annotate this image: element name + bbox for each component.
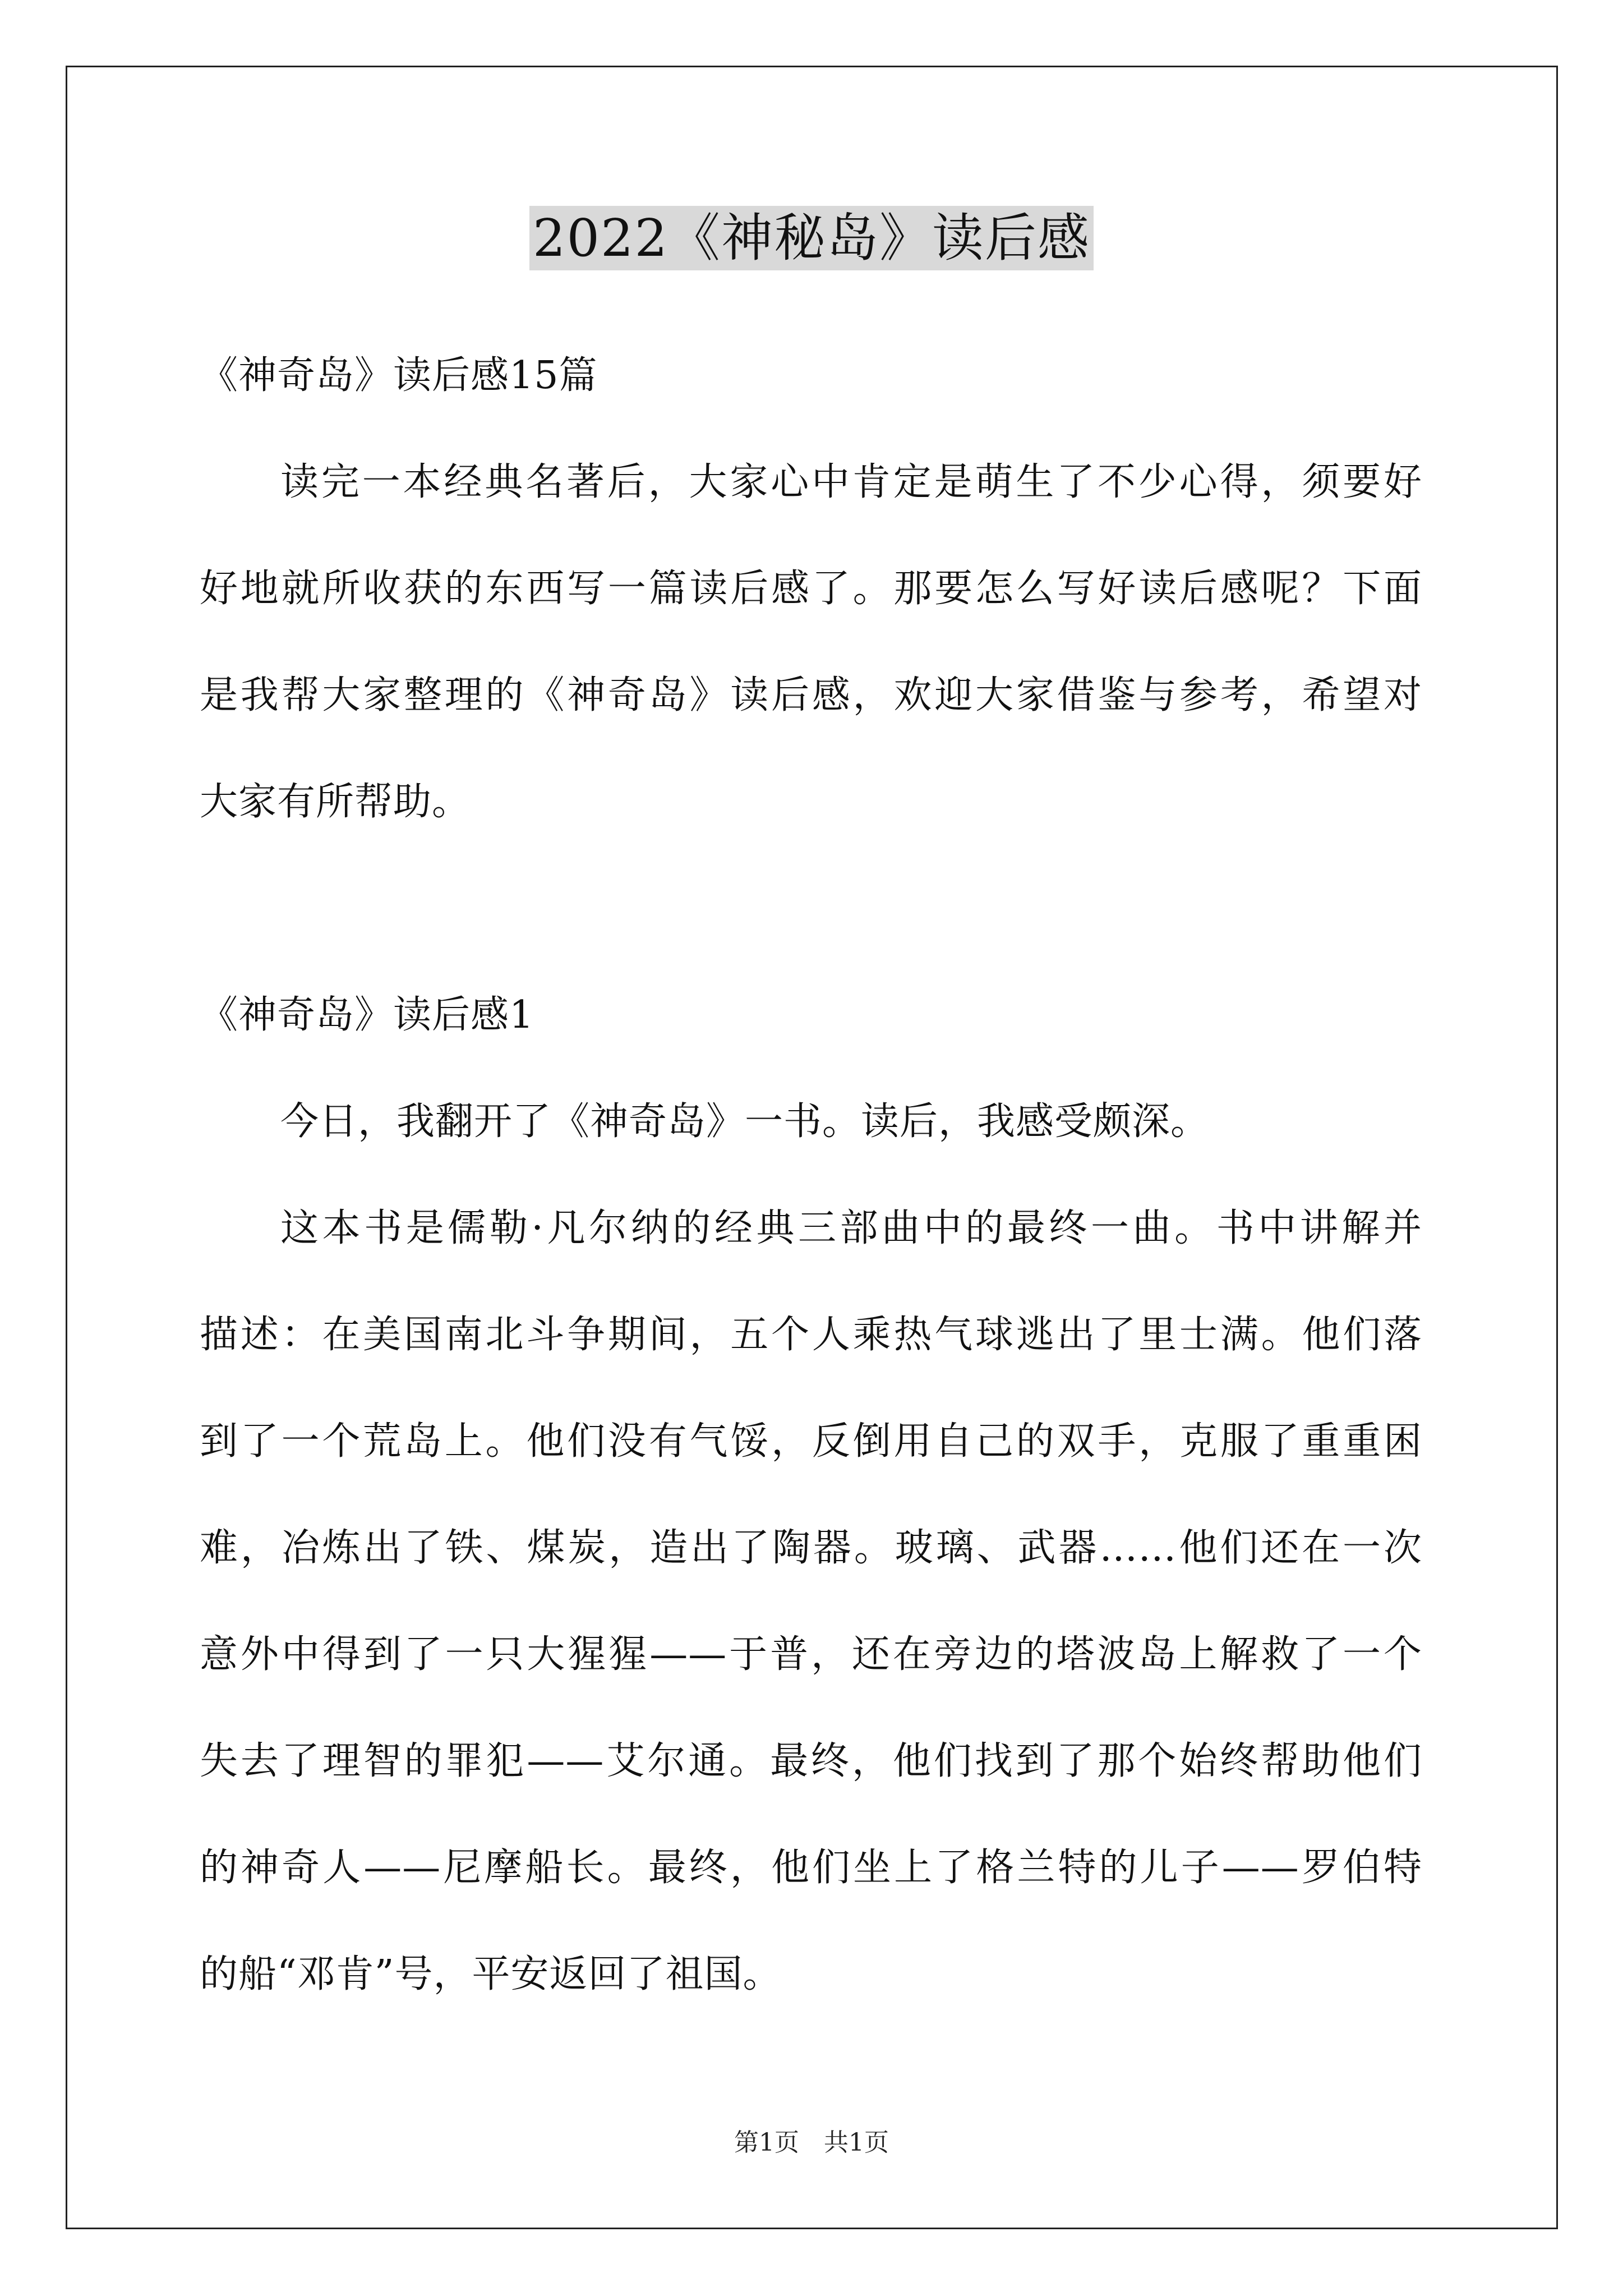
paragraph-line: 描述：在美国南北斗争期间，五个人乘热气球逃出了里士满。他们落 <box>200 1313 1422 1357</box>
paragraph-line: 失去了理智的罪犯——艾尔通。最终，他们找到了那个始终帮助他们 <box>200 1739 1422 1783</box>
paragraph-line: 的神奇人——尼摩船长。最终，他们坐上了格兰特的儿子——罗伯特 <box>200 1846 1422 1890</box>
intro-line: 大家有所帮助。 <box>200 780 471 824</box>
intro-line: 好地就所收获的东西写一篇读后感了。那要怎么写好读后感呢？下面 <box>200 567 1422 611</box>
paragraph-line: 意外中得到了一只大猩猩——于普，还在旁边的塔波岛上解救了一个 <box>200 1632 1422 1677</box>
intro-line: 读完一本经典名著后，大家心中肯定是萌生了不少心得，须要好 <box>280 460 1422 504</box>
paragraph-line: 这本书是儒勒·凡尔纳的经典三部曲中的最终一曲。书中讲解并 <box>280 1206 1422 1250</box>
intro-line: 是我帮大家整理的《神奇岛》读后感，欢迎大家借鉴与参考，希望对 <box>200 673 1422 717</box>
document-title <box>0 202 1623 275</box>
section-heading: 《神奇岛》读后感1 <box>200 993 534 1037</box>
paragraph-line: 到了一个荒岛上。他们没有气馁，反倒用自己的双手，克服了重重困 <box>200 1419 1422 1464</box>
subtitle: 《神奇岛》读后感15篇 <box>200 353 598 398</box>
document-title-text: 2022《神秘岛》读后感 <box>529 206 1094 270</box>
paragraph-line: 难，冶炼出了铁、煤炭，造出了陶器。玻璃、武器……他们还在一次 <box>200 1526 1422 1570</box>
paragraph-line: 的船“邓肯”号，平安返回了祖国。 <box>200 1952 782 1996</box>
paragraph-line: 今日，我翻开了《神奇岛》一书。读后，我感受颇深。 <box>280 1099 1210 1144</box>
page-footer: 第1页 共1页 <box>734 2128 889 2157</box>
